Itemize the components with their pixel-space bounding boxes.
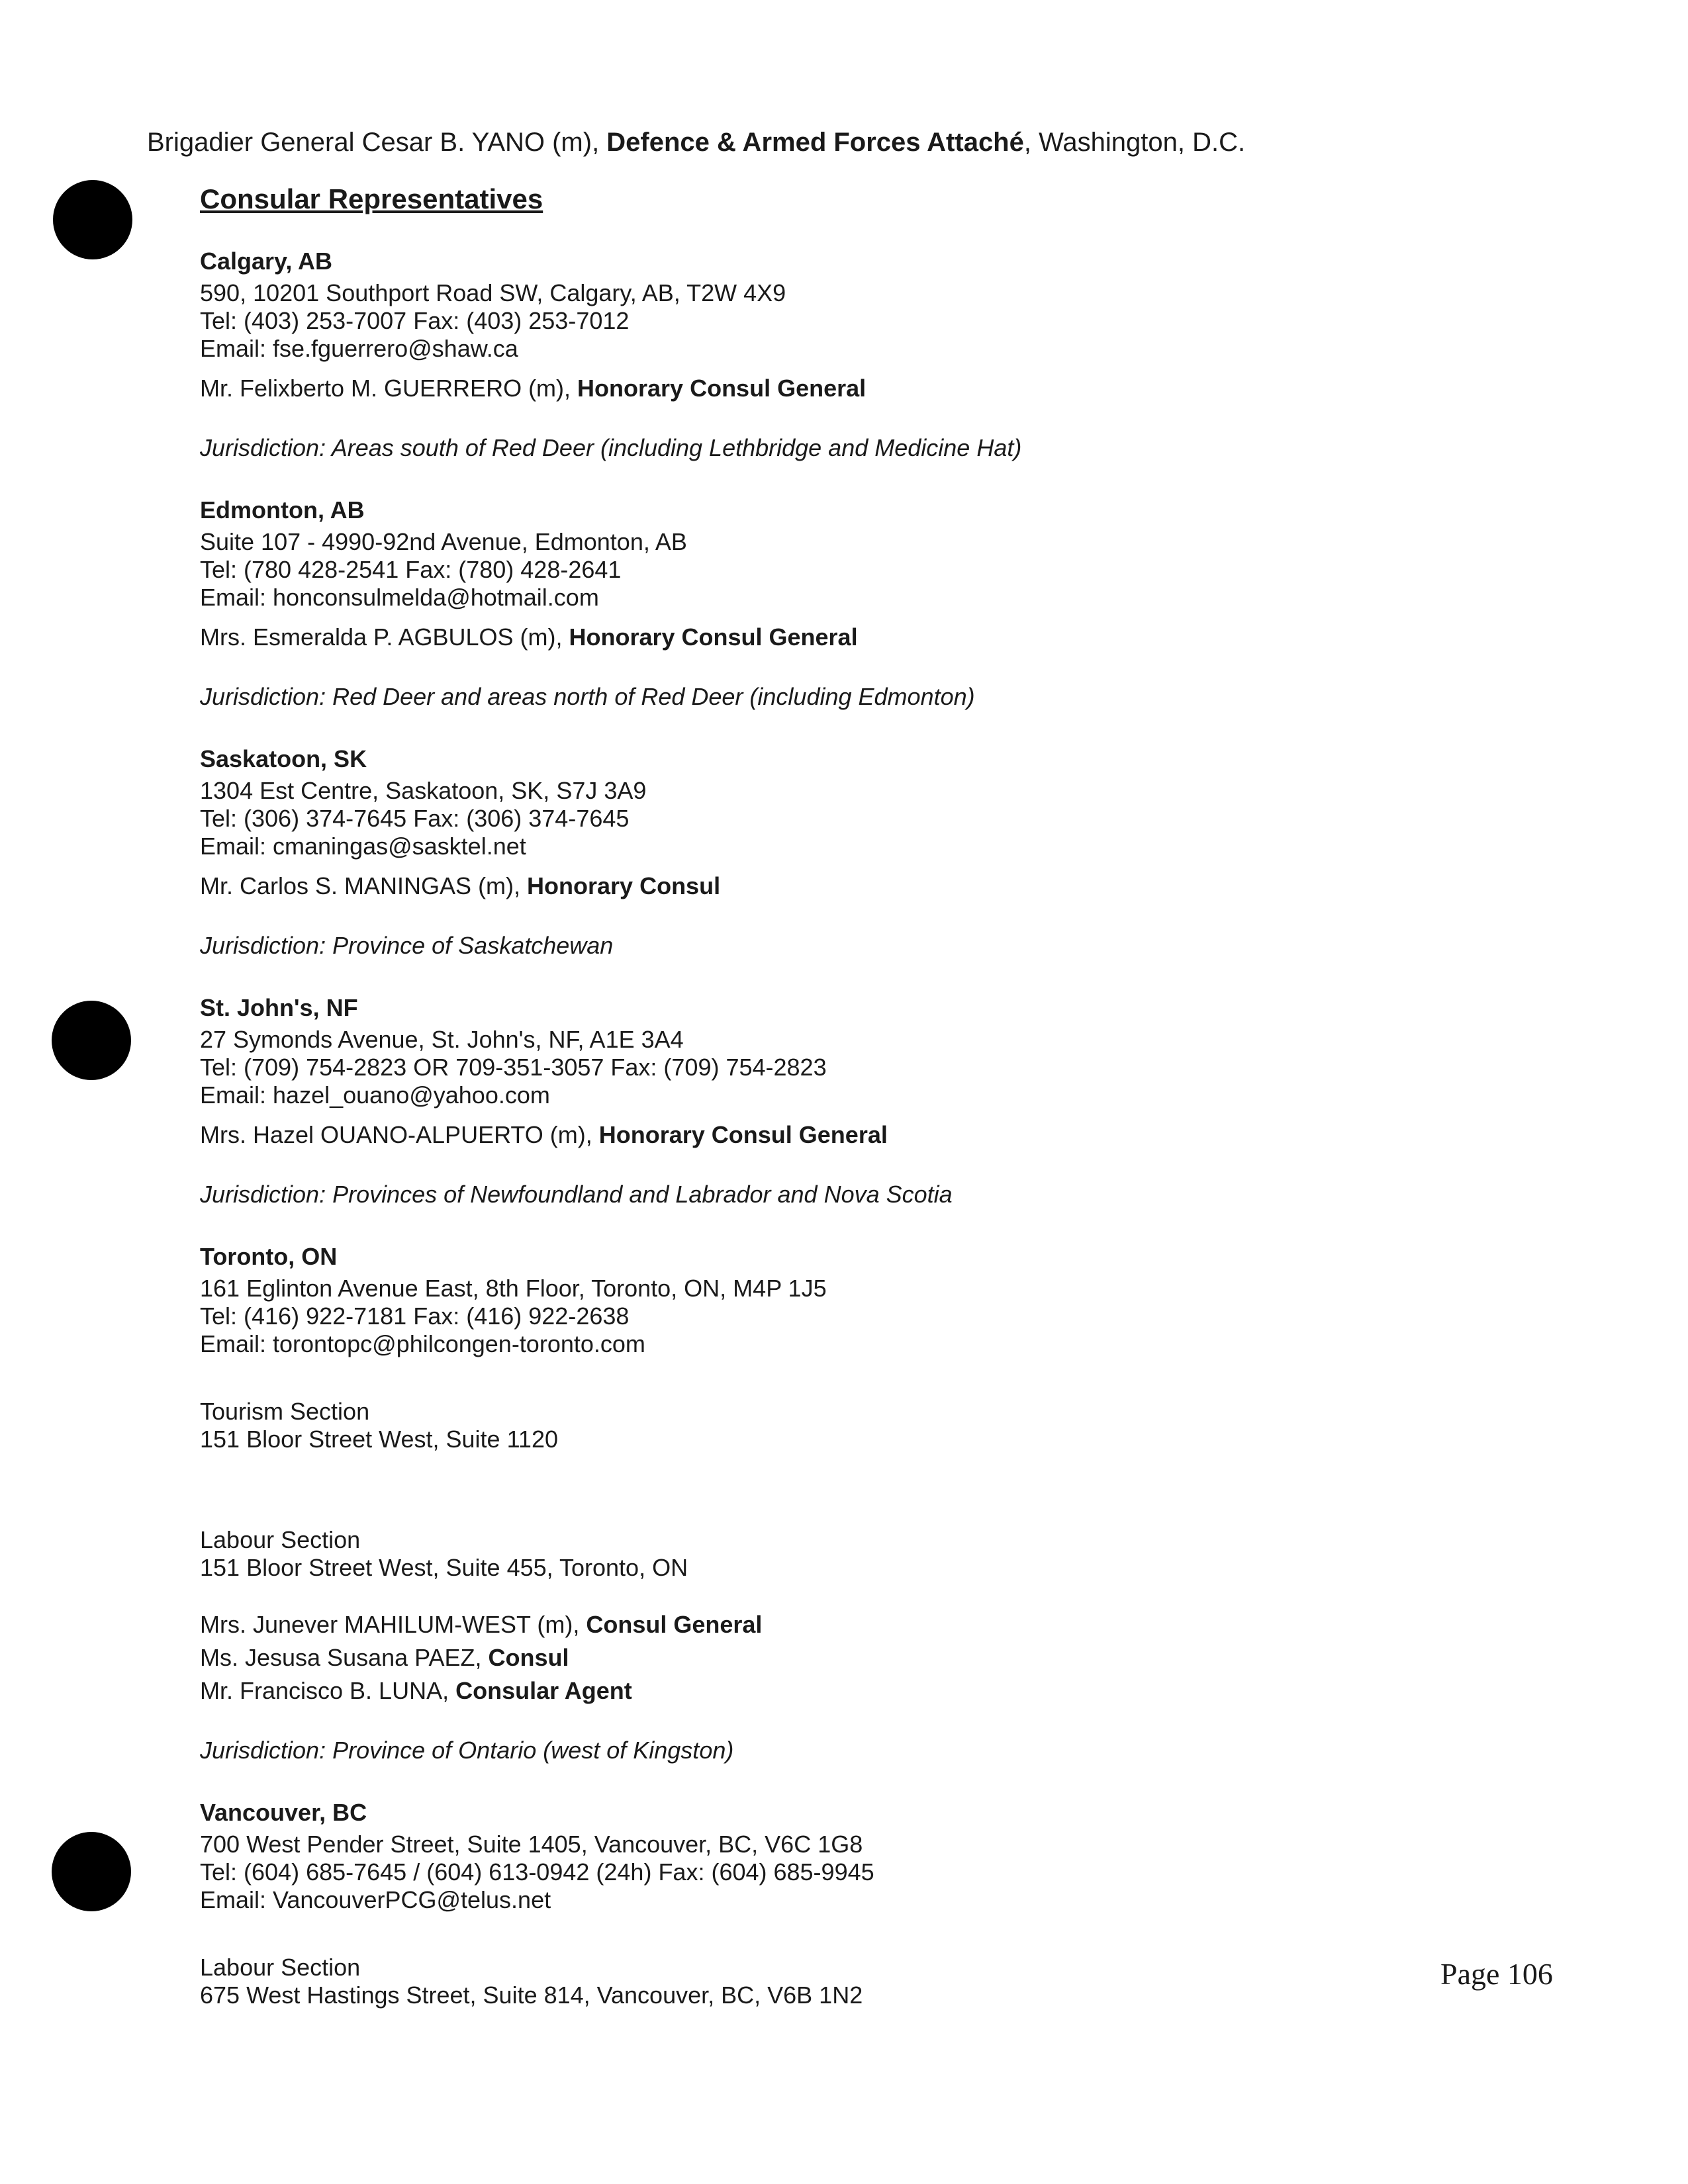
vancouver-labour-label: Labour Section [200,1954,361,1981]
hole-punch-top [53,180,132,259]
calgary-tel: Tel: (403) 253-7007 Fax: (403) 253-7012 [200,307,630,334]
toronto-person-2 [200,1644,569,1672]
calgary-person [200,375,866,402]
stjohns-jurisdiction: Jurisdiction: Provinces of Newfoundland and Labrador and Nova Scotia [200,1181,953,1208]
saskatoon-city: Saskatoon, SK [200,745,367,772]
edmonton-email: Email: honconsulmelda@hotmail.com [200,584,599,611]
edmonton-person-role: Honorary Consul General [569,623,858,651]
toronto-email: Email: torontopc@philcongen-toronto.com [200,1330,645,1357]
toronto-address: 161 Eglinton Avenue East, 8th Floor, Toronto, ON, M4P 1J5 [200,1275,827,1302]
hole-punch-bottom [52,1832,131,1911]
edmonton-person [200,623,858,651]
toronto-labour-label: Labour Section [200,1526,361,1553]
hole-punch-middle [52,1001,131,1080]
toronto-person-1-name: Mrs. Junever MAHILUM-WEST (m), [200,1611,586,1638]
toronto-person-1 [200,1611,762,1639]
toronto-person-3 [200,1677,632,1705]
toronto-tourism-address: 151 Bloor Street West, Suite 1120 [200,1426,558,1453]
edmonton-address: Suite 107 - 4990-92nd Avenue, Edmonton, AB [200,528,687,555]
stjohns-person-name: Mrs. Hazel OUANO-ALPUERTO (m), [200,1121,599,1148]
page-number: Page 106 [1440,1957,1553,1991]
calgary-email: Email: fse.fguerrero@shaw.ca [200,335,518,362]
vancouver-city: Vancouver, BC [200,1799,367,1826]
stjohns-person [200,1121,888,1149]
saskatoon-person-role: Honorary Consul [527,872,721,899]
attache-name: Brigadier General Cesar B. YANO (m), [147,128,607,157]
toronto-city: Toronto, ON [200,1243,338,1270]
toronto-person-2-name: Ms. Jesusa Susana PAEZ, [200,1644,489,1671]
edmonton-jurisdiction: Jurisdiction: Red Deer and areas north of Red Deer (including Edmonton) [200,683,975,710]
toronto-person-3-role: Consular Agent [455,1677,632,1704]
toronto-person-2-role: Consul [488,1644,569,1671]
calgary-address: 590, 10201 Southport Road SW, Calgary, AB, T2W 4X9 [200,279,786,306]
vancouver-address: 700 West Pender Street, Suite 1405, Vancouver, BC, V6C 1G8 [200,1831,863,1858]
saskatoon-person [200,872,720,900]
stjohns-city: St. John's, NF [200,994,358,1021]
section-title: Consular Representatives [200,183,543,214]
saskatoon-person-name: Mr. Carlos S. MANINGAS (m), [200,872,528,899]
saskatoon-email: Email: cmaningas@sasktel.net [200,833,526,860]
calgary-person-name: Mr. Felixberto M. GUERRERO (m), [200,375,578,402]
toronto-labour-address: 151 Bloor Street West, Suite 455, Toronto, ON [200,1554,688,1581]
attache-line [147,128,1245,156]
saskatoon-address: 1304 Est Centre, Saskatoon, SK, S7J 3A9 [200,777,647,804]
toronto-tel: Tel: (416) 922-7181 Fax: (416) 922-2638 [200,1302,630,1330]
stjohns-email: Email: hazel_ouano@yahoo.com [200,1081,550,1109]
toronto-tourism-label: Tourism Section [200,1398,370,1425]
toronto-person-3-name: Mr. Francisco B. LUNA, [200,1677,456,1704]
calgary-city: Calgary, AB [200,248,333,275]
attache-location: , Washington, D.C. [1023,128,1246,157]
vancouver-email: Email: VancouverPCG@telus.net [200,1886,551,1913]
calgary-person-role: Honorary Consul General [577,375,867,402]
toronto-jurisdiction: Jurisdiction: Province of Ontario (west of Kingston) [200,1737,734,1764]
attache-title: Defence & Armed Forces Attaché [606,128,1024,157]
edmonton-person-name: Mrs. Esmeralda P. AGBULOS (m), [200,623,569,651]
edmonton-city: Edmonton, AB [200,496,365,523]
stjohns-person-role: Honorary Consul General [598,1121,888,1148]
calgary-jurisdiction: Jurisdiction: Areas south of Red Deer (including Lethbridge and Medicine Hat) [200,434,1022,461]
toronto-person-1-role: Consul General [586,1611,763,1638]
edmonton-tel: Tel: (780 428-2541 Fax: (780) 428-2641 [200,556,622,583]
vancouver-tel: Tel: (604) 685-7645 / (604) 613-0942 (24h) Fax: (604) 685-9945 [200,1858,874,1886]
stjohns-tel: Tel: (709) 754-2823 OR 709-351-3057 Fax: (709) 754-2823 [200,1054,827,1081]
vancouver-labour-address: 675 West Hastings Street, Suite 814, Vancouver, BC, V6B 1N2 [200,1981,863,2009]
saskatoon-jurisdiction: Jurisdiction: Province of Saskatchewan [200,932,614,959]
saskatoon-tel: Tel: (306) 374-7645 Fax: (306) 374-7645 [200,805,630,832]
stjohns-address: 27 Symonds Avenue, St. John's, NF, A1E 3A4 [200,1026,684,1053]
